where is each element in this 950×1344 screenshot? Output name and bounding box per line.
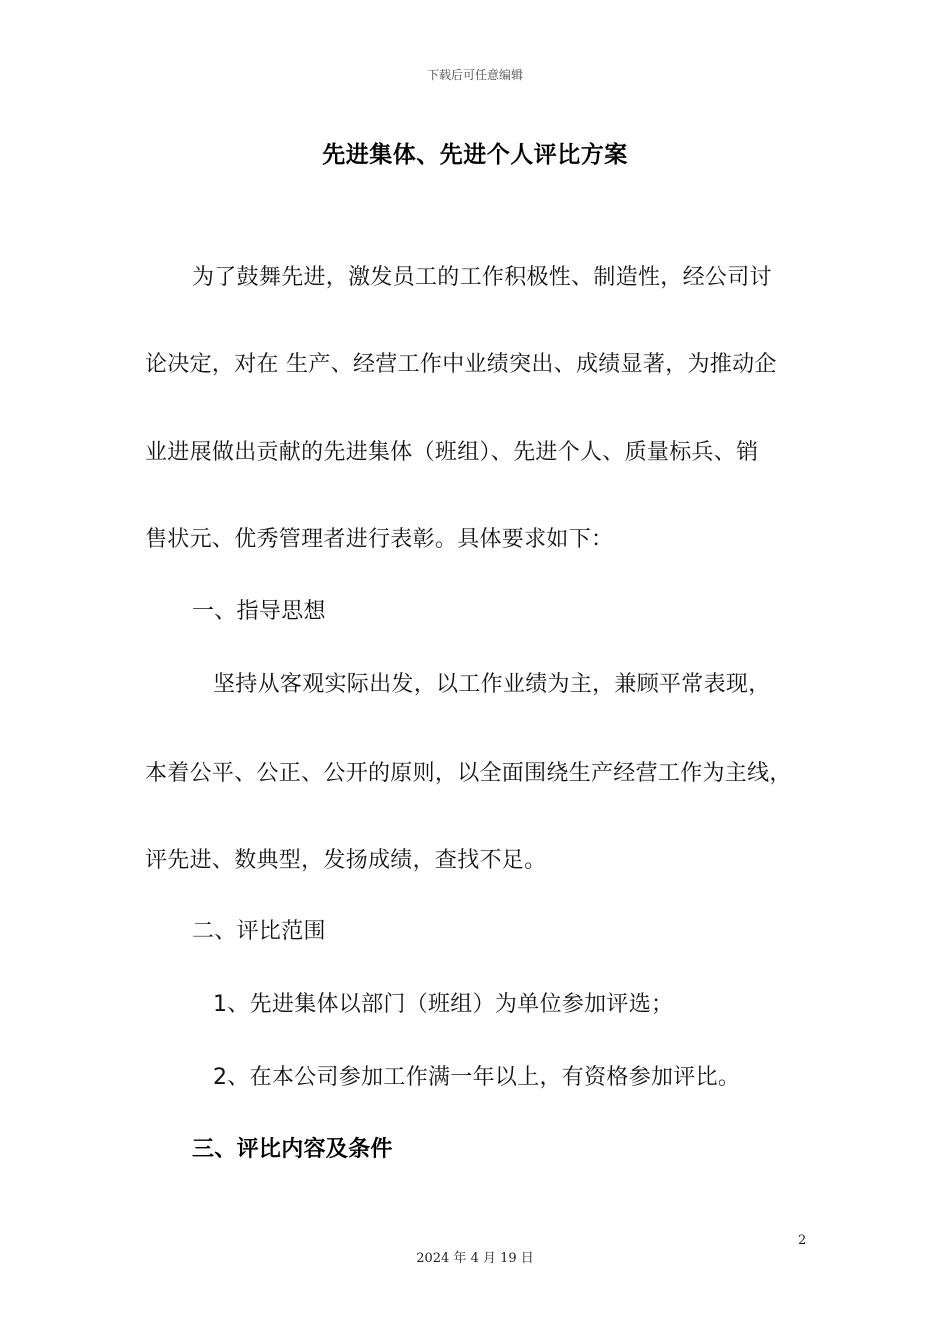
intro-line-2: 论决定，对在 生产、经营工作中业绩突出、成绩显著，为推动企 xyxy=(145,352,777,377)
intro-line-4: 售状元、优秀管理者进行表彰。具体要求如下： xyxy=(145,527,614,552)
intro-line-1: 为了鼓舞先进，激发员工的工作积极性、制造性，经公司讨 xyxy=(192,265,772,290)
document-title: 先进集体、先进个人评比方案 xyxy=(322,142,628,168)
section-1-line-2: 本着公平、公正、公开的原则，以全面围绕生产经营工作为主线， xyxy=(145,761,792,786)
page-number: 2 xyxy=(798,1233,807,1248)
section-3-heading: 三、评比内容及条件 xyxy=(192,1137,393,1162)
header-note: 下载后可任意编辑 xyxy=(426,68,523,82)
section-2-heading: 二、评比范围 xyxy=(192,919,326,944)
section-1-heading: 一、指导思想 xyxy=(192,599,326,624)
section-2-item-2: 2、在本公司参加工作满一年以上，有资格参加评比。 xyxy=(213,1065,741,1090)
section-1-line-3: 评先进、数典型，发扬成绩，查找不足。 xyxy=(145,848,547,873)
intro-line-3: 业进展做出贡献的先进集体（班组）、先进个人、质量标兵、销 xyxy=(145,440,759,465)
section-1-line-1: 坚持从客观实际出发，以工作业绩为主，兼顾平常表现， xyxy=(213,672,771,697)
section-2-item-1: 1、先进集体以部门（班组）为单位参加评选； xyxy=(213,992,674,1017)
footer-date: 2024 年 4 月 19 日 xyxy=(416,1251,534,1266)
